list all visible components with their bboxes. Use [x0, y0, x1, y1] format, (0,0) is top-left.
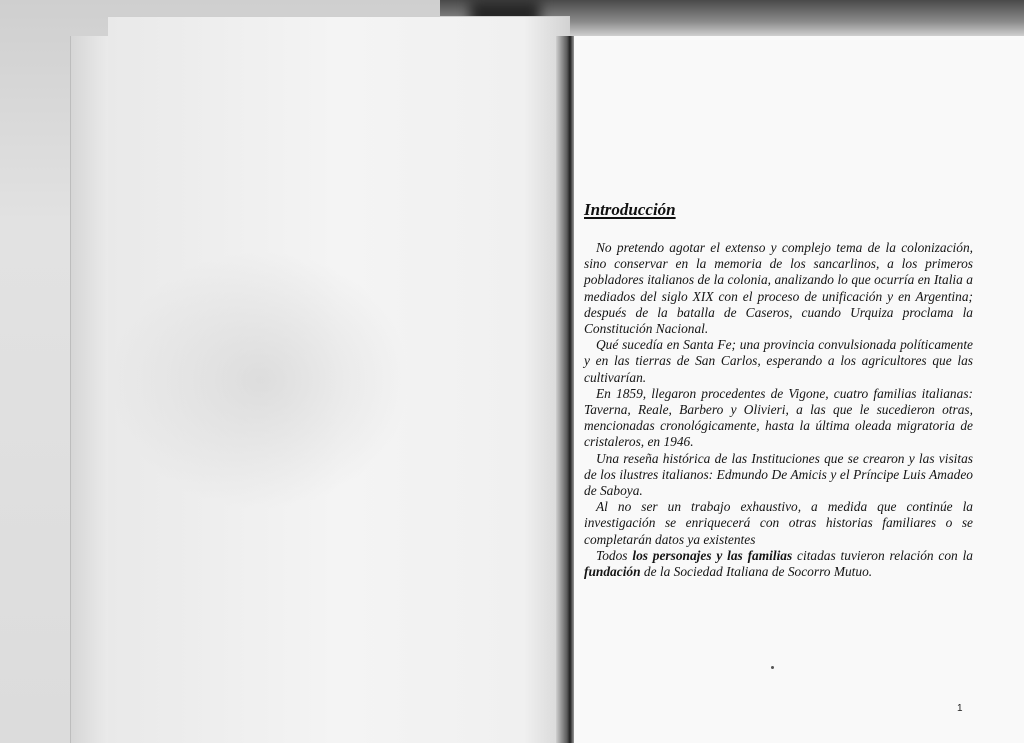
book-gutter — [556, 36, 576, 743]
paragraph: Al no ser un trabajo exhaustivo, a medida que continúe la investigación se enriquecerá con otras historias familiares o se completarán datos ya existentes — [584, 499, 973, 547]
page-title: Introducción — [584, 200, 676, 219]
closing-emphasis: los personajes y las familias — [632, 547, 793, 563]
paragraph: Qué sucedía en Santa Fe; una provincia convulsionada políticamente y en las tierras de San Carlos, esperando a los agricultores que las cultivarían. — [584, 337, 973, 385]
page-number: 1 — [957, 703, 963, 714]
left-page-shading — [110, 250, 410, 510]
closing-text: Todos — [596, 547, 633, 563]
page-stack-edge — [70, 36, 111, 743]
paragraph: No pretendo agotar el extenso y complejo tema de la colonización, sino conservar en la memoria de los sancarlinos, a los primeros pobladores italianos de la colonia, analizando lo que ocurría en Italia a mediados del siglo XIX con el proceso de unificación y en Argentina; después de la batalla de Caseros, cuando Urquiza proclama la Constitución Nacional. — [584, 240, 973, 337]
paragraph-closing — [584, 548, 973, 580]
paper-speck — [771, 666, 774, 669]
introduction-text — [584, 240, 973, 580]
closing-text: citadas tuvieron relación con la — [792, 547, 973, 563]
paragraph: Una reseña histórica de las Instituciones que se crearon y las visitas de los ilustres italianos: Edmundo De Amicis y el Príncipe Luis Amadeo de Saboya. — [584, 450, 973, 499]
closing-text: de la Sociedad Italiana de Socorro Mutuo. — [640, 564, 873, 580]
closing-emphasis: fundación — [584, 564, 641, 580]
paragraph: En 1859, llegaron procedentes de Vigone, cuatro familias italianas: Taverna, Reale, Barbero y Olivieri, a las que le sucedieron otras, mencionadas cronológicamente, hasta la última oleada migratoria de cristaleros, en 1946. — [584, 385, 973, 450]
